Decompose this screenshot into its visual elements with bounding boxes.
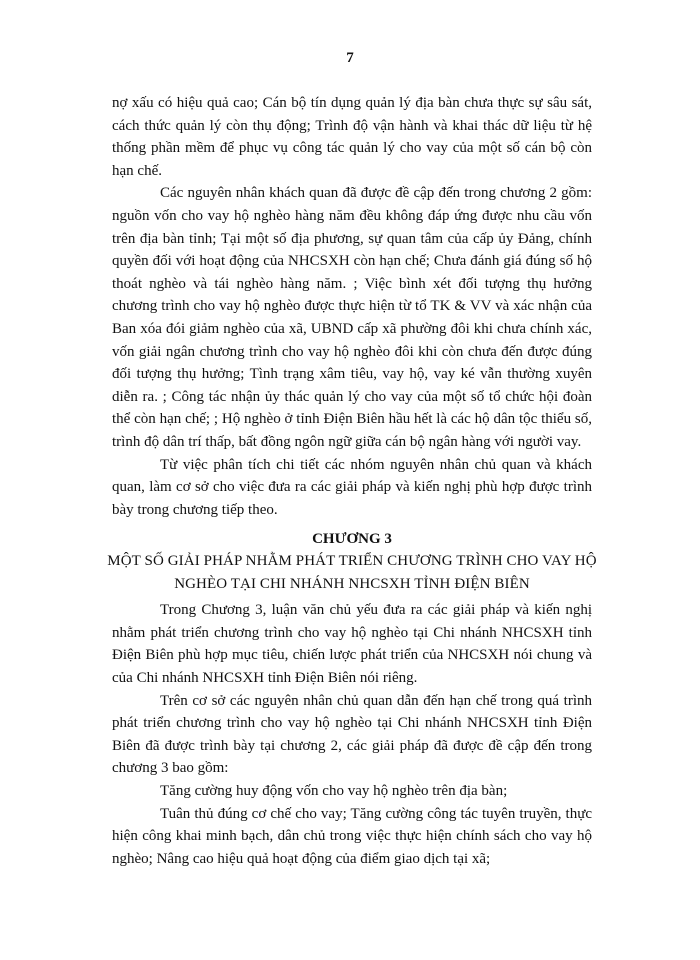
paragraph: Tuân thủ đúng cơ chế cho vay; Tăng cường công tác tuyên truyền, thực hiện công khai minh bạch, dân chủ trong việc thực hiện chính sách cho vay hộ nghèo; Nâng cao hiệu quả hoạt động của điểm giao dịch tại xã;	[112, 805, 592, 867]
section-before-chapter	[112, 92, 592, 521]
page-number: 7	[346, 50, 354, 66]
paragraph: Trên cơ sở các nguyên nhân chủ quan dẫn đến hạn chế trong quá trình phát triển chương trình cho vay hộ nghèo tại Chi nhánh NHCSXH tỉnh Điện Biên đã được trình bày tại chương 2, các giải pháp đã được đề cập đến trong chương 3 bao gồm:	[112, 692, 592, 777]
paragraph: Từ việc phân tích chi tiết các nhóm nguyên nhân chủ quan và khách quan, làm cơ sở cho việc đưa ra các giải pháp và kiến nghị phù hợp được trình bày trong chương tiếp theo.	[112, 456, 592, 518]
chapter-heading: CHƯƠNG 3	[312, 531, 392, 548]
document-body	[107, 92, 597, 870]
paragraph: Tăng cường huy động vốn cho vay hộ nghèo trên địa bàn;	[160, 783, 508, 800]
chapter-title: MỘT SỐ GIẢI PHÁP NHẰM PHÁT TRIỂN CHƯƠNG TRÌNH CHO VAY HỘ NGHÈO TẠI CHI NHÁNH NHCSXH TỈNH ĐIỆN BIÊN	[107, 553, 597, 593]
section-after-chapter	[112, 599, 592, 870]
paragraph: Trong Chương 3, luận văn chủ yếu đưa ra các giải pháp và kiến nghị nhằm phát triển chương trình cho vay hộ nghèo tại Chi nhánh NHCSXH tỉnh Điện Biên phù hợp mục tiêu, chiến lược phát triển của NHCSXH nói chung và của Chi nhánh NHCSXH tỉnh Điện Biên nói riêng.	[112, 602, 592, 687]
paragraph: nợ xấu có hiệu quả cao; Cán bộ tín dụng quản lý địa bàn chưa thực sự sâu sát, cách thức quản lý còn thụ động; Trình độ vận hành và khai thác dữ liệu từ hệ thống phần mềm để phục vụ công tác quản lý cho vay của một số cán bộ còn hạn chế.	[112, 95, 592, 179]
paragraph: Các nguyên nhân khách quan đã được đề cập đến trong chương 2 gồm: nguồn vốn cho vay hộ nghèo hàng năm đều không đáp ứng được nhu cầu vốn trên địa bàn tỉnh; Tại một số địa phương, sự quan tâm của cấp ủy Đảng, chính quyền đối với hoạt động của NHCSXH còn hạn chế; Chưa đánh giá đúng số hộ thoát nghèo và tái nghèo hàng năm. ; Việc bình xét đối tượng thụ hưởng chương trình cho vay hộ nghèo được thực hiện từ tổ TK & VV và xác nhận của Ban xóa đói giảm nghèo của xã, UBND cấp xã phường đôi khi chưa chính xác, vốn giải ngân chương trình cho vay hộ nghèo đôi khi còn chưa đến được đúng đối tượng thụ hưởng; Tình trạng xâm tiêu, vay hộ, vay ké vẫn thường xuyên diễn ra. ; Công tác nhận ủy thác quản lý cho vay của một số tổ chức hội đoàn thể còn hạn chế; ; Hộ nghèo ở tỉnh Điện Biên hầu hết là các hộ dân tộc thiểu số, trình độ dân trí thấp, bất đồng ngôn ngữ giữa cán bộ ngân hàng với người vay.	[112, 185, 592, 450]
